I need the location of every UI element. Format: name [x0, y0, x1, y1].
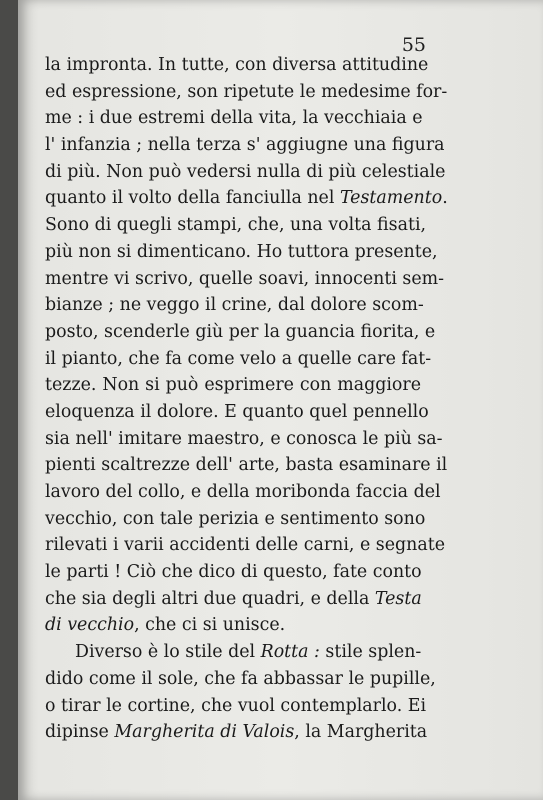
text-segment: vecchio, con tale perizia e sentimento sono: [45, 508, 426, 529]
text-line: [45, 346, 432, 373]
text-segment: bianze ; ne veggo il crine, dal dolore scom-: [45, 295, 424, 316]
text-line: [45, 693, 427, 720]
text-segment: .: [442, 188, 448, 209]
text-segment: tezze. Non si può esprimere con maggiore: [45, 375, 421, 396]
text-segment: stile splen-: [319, 642, 422, 663]
text-line: [45, 159, 446, 186]
text-line: [45, 612, 421, 639]
text-line: [45, 185, 448, 212]
text-line: [45, 292, 424, 319]
text-line: [45, 559, 421, 586]
italic-text: di vecchio: [45, 615, 135, 636]
text-line: [45, 239, 438, 266]
text-line: [45, 212, 427, 239]
text-segment: che sia degli altri due quadri, e della: [45, 588, 375, 609]
text-line: [45, 532, 445, 559]
text-segment: , la Margherita: [294, 722, 428, 743]
text-line: [45, 426, 443, 453]
text-line: [45, 399, 429, 426]
text-segment: eloquenza il dolore. E quanto quel pennello: [45, 401, 429, 422]
text-segment: Diverso è lo stile del: [75, 642, 261, 663]
text-line: [45, 266, 445, 293]
text-segment: dido come il sole, che fa abbassar le pupille,: [45, 668, 436, 689]
text-segment: dipinse: [45, 722, 115, 743]
text-segment: , che ci si unisce.: [134, 615, 286, 636]
italic-text: Testamento: [339, 188, 443, 209]
text-segment: pienti scaltrezze dell' arte, basta esaminare il: [45, 455, 448, 476]
italic-text: Rotta :: [260, 642, 320, 663]
text-line: [45, 79, 448, 106]
text-segment: lavoro del collo, e della moribonda faccia del: [45, 482, 441, 502]
text-line: [45, 506, 426, 533]
body-text: [45, 52, 448, 746]
page-number: 55: [401, 34, 426, 56]
text-segment: Sono di quegli stampi, che, una volta fisati,: [45, 215, 427, 236]
text-line: [45, 586, 421, 613]
text-segment: sia nell' imitare maestro, e conosca le più sa-: [45, 428, 443, 449]
text-segment: di più. Non può vedersi nulla di più celestiale: [45, 161, 446, 182]
text-line: [45, 319, 436, 346]
text-segment: me : i due estremi della vita, la vecchiaia e: [45, 108, 423, 129]
text-line: [45, 52, 429, 79]
text-line: [45, 105, 421, 132]
text-segment: o tirar le cortine, che vuol contemplarlo. Ei: [45, 695, 427, 716]
text-segment: mentre vi scrivo, quelle soavi, innocenti sem-: [45, 268, 445, 289]
text-line: [45, 719, 428, 746]
text-line: [45, 452, 448, 479]
text-line: [45, 372, 421, 399]
text-line: [45, 132, 445, 159]
book-page: [18, 0, 543, 800]
text-segment: posto, scenderle giù per la guancia fiorita, e: [45, 321, 436, 342]
text-line: [45, 639, 421, 666]
text-segment: quanto il volto della fanciulla nel: [45, 188, 340, 209]
text-segment: l' infanzia ; nella terza s' aggiugne una figura: [45, 135, 445, 156]
text-segment: più non si dimenticano. Ho tuttora presente,: [45, 241, 438, 262]
text-line: [45, 666, 436, 693]
text-segment: ed espressione, son ripetute le medesime for-: [45, 81, 448, 102]
text-segment: le parti ! Ciò che dico di questo, fate conto: [45, 562, 422, 583]
text-segment: la impronta. In tutte, con diversa attitudine: [45, 55, 429, 75]
text-segment: il pianto, che fa come velo a quelle care fat-: [45, 348, 432, 369]
italic-text: Testa: [374, 588, 422, 609]
text-line: [45, 479, 441, 506]
italic-text: Margherita di Valois: [114, 722, 295, 743]
text-segment: rilevati i varii accidenti delle carni, e segnate: [45, 535, 445, 556]
